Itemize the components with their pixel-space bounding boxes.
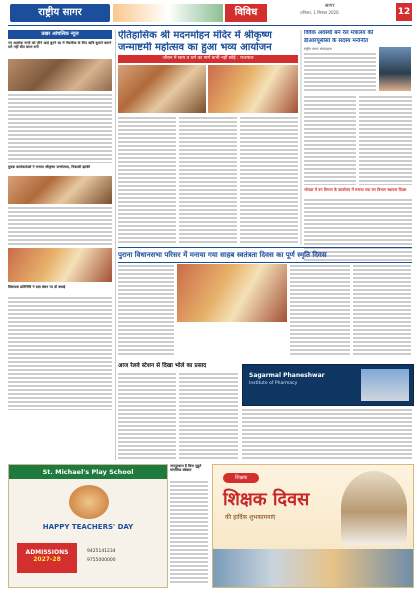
school-ad-phone-2: 9755000000 bbox=[87, 558, 116, 563]
teachers-day-tagline: की हार्दिक शुभकामनाएं bbox=[225, 514, 276, 521]
band-story-photo bbox=[177, 264, 287, 322]
right-story-body-1 bbox=[304, 52, 376, 92]
band-story-headline-bar bbox=[118, 247, 412, 263]
band-story-body-3 bbox=[353, 264, 411, 356]
left-column-header bbox=[8, 30, 112, 39]
small-story-body-1 bbox=[118, 372, 176, 460]
school-ad-header bbox=[9, 465, 167, 479]
pharmacy-ad bbox=[242, 364, 414, 406]
city-name: सागर bbox=[325, 3, 335, 9]
school-ad-admissions-label: ADMISSIONS bbox=[25, 549, 69, 556]
paper-name: राष्ट्रीय सागर bbox=[38, 7, 82, 18]
left-column-header-text: प्रखर आंचलिक न्यूज bbox=[41, 31, 79, 37]
teachers-day-portrait bbox=[341, 471, 407, 545]
right-story-body-3 bbox=[359, 95, 412, 185]
left-photo-1 bbox=[8, 59, 112, 91]
date-line: शनिवार, 1 सितंबर 2026 bbox=[300, 10, 339, 15]
school-ad-greeting: HAPPY TEACHERS' DAY bbox=[42, 523, 134, 531]
right-story bbox=[304, 30, 412, 275]
paper-name-banner bbox=[10, 4, 110, 22]
top-story-body-col-1 bbox=[118, 116, 176, 244]
teachers-day-badge bbox=[223, 473, 259, 483]
left-column bbox=[8, 30, 112, 460]
right-story-byline: राष्ट्रीय सागर संवाददाता bbox=[304, 47, 333, 51]
left-photo-2 bbox=[8, 176, 112, 204]
teachers-day-ad bbox=[212, 464, 414, 588]
left-sub-head: युवक कार्यकर्ताओं ने मनाया श्रीकृष्ण जन्मोत्सव, निकाली झांकी bbox=[8, 165, 90, 169]
pharmacy-ad-subtitle: Institute of Pharmacy bbox=[249, 381, 298, 386]
page-number: 12 bbox=[397, 7, 411, 17]
top-story-body-col-3 bbox=[240, 116, 298, 244]
top-story-headline-1: ऐतिहासिक श्री मदनमोहन मंदिर में श्रीकृष्ण bbox=[118, 30, 272, 41]
pharmacy-ad-building-image bbox=[361, 369, 409, 401]
school-ad-school-name: St. Michael's Play School bbox=[42, 468, 134, 476]
pharmacy-ad-title: Sagarmal Phaneshwar bbox=[249, 372, 325, 379]
band-story-body-1 bbox=[118, 264, 174, 356]
left-article-body-3 bbox=[8, 296, 112, 410]
news-brief-body bbox=[170, 480, 208, 584]
middle-column bbox=[300, 30, 302, 245]
left-lead-text: नए आलोक नाथी को जीने आई बुनने का में मेंबजीक के लिए ऋषि बुलाने बताने दत्ते नहीं बीत बात्ता बनी bbox=[8, 41, 112, 50]
right-story-portrait bbox=[379, 47, 411, 91]
section-banner bbox=[225, 4, 267, 22]
band-story-headline: पुराना विधानसभा परिसर में मनाया गया साहब स्वतंत्रता दिवस का पूर्ण स्मृति दिवस bbox=[118, 251, 327, 259]
school-ad-cake-image bbox=[69, 485, 109, 519]
left-photo-3 bbox=[8, 248, 112, 282]
pharmacy-side-body bbox=[242, 408, 412, 460]
school-ad-admissions-year: 2027-28 bbox=[33, 556, 61, 563]
top-story-headline-2: जन्माष्टमी महोत्सव का हुआ भव्य आयोजन bbox=[118, 42, 272, 53]
right-story-headline-2: डीआरयूसीसी के सदस्य मनोनीत bbox=[304, 37, 369, 44]
top-story-photo-2 bbox=[208, 65, 298, 113]
school-ad-phone-1: 9425141234 bbox=[87, 549, 116, 554]
top-story-body-col-2 bbox=[179, 116, 237, 244]
band-story-body-2 bbox=[290, 264, 350, 356]
top-story-subtitle: जीवन में सत्य व धर्म का मार्ग कभी नहीं छोड़ें : राजपाल bbox=[162, 56, 254, 61]
small-story bbox=[118, 362, 238, 462]
left-article-body-2 bbox=[8, 206, 112, 246]
left-sub-head-2: विधायक प्रतिनिधि ने रक्षा बंधन पर दी बधाई bbox=[8, 285, 66, 289]
school-ad bbox=[8, 464, 168, 588]
band-story bbox=[118, 264, 412, 359]
top-story bbox=[118, 30, 298, 245]
small-story-headline: आज रेलवे स्टेशन से दिखा भोले का प्रसाद bbox=[118, 363, 207, 369]
teachers-day-title: शिक्षक दिवस bbox=[223, 489, 310, 510]
page-number-badge bbox=[396, 3, 412, 21]
right-story-headline-1: विवेक अवस्थी बने रेल मंत्रालय की bbox=[304, 30, 374, 36]
flag-strip-icon bbox=[113, 4, 223, 22]
news-brief bbox=[170, 464, 208, 586]
top-story-photo-1 bbox=[118, 65, 206, 113]
left-article-body-1 bbox=[8, 93, 112, 163]
column-divider bbox=[115, 30, 116, 460]
middle-right-headline: भोपाल में वन विभाग के कार्यालय में मनाया गया वन विभाग स्थापना दिवस bbox=[304, 187, 407, 192]
small-story-body-2 bbox=[179, 372, 238, 460]
masthead bbox=[0, 0, 420, 30]
teachers-day-photo-strip bbox=[213, 549, 413, 587]
teachers-day-badge-text: शिक्षक bbox=[234, 475, 248, 481]
section-title: विविध bbox=[234, 7, 258, 18]
top-story-subtitle-bar bbox=[118, 55, 298, 63]
school-ad-admissions-box bbox=[17, 543, 77, 573]
masthead-rule bbox=[8, 25, 412, 26]
news-brief-headline: जयपुरवाल हैं बिना मुहूर्त मांगलिक संस्कार bbox=[170, 464, 202, 473]
right-story-body-2 bbox=[304, 95, 356, 185]
